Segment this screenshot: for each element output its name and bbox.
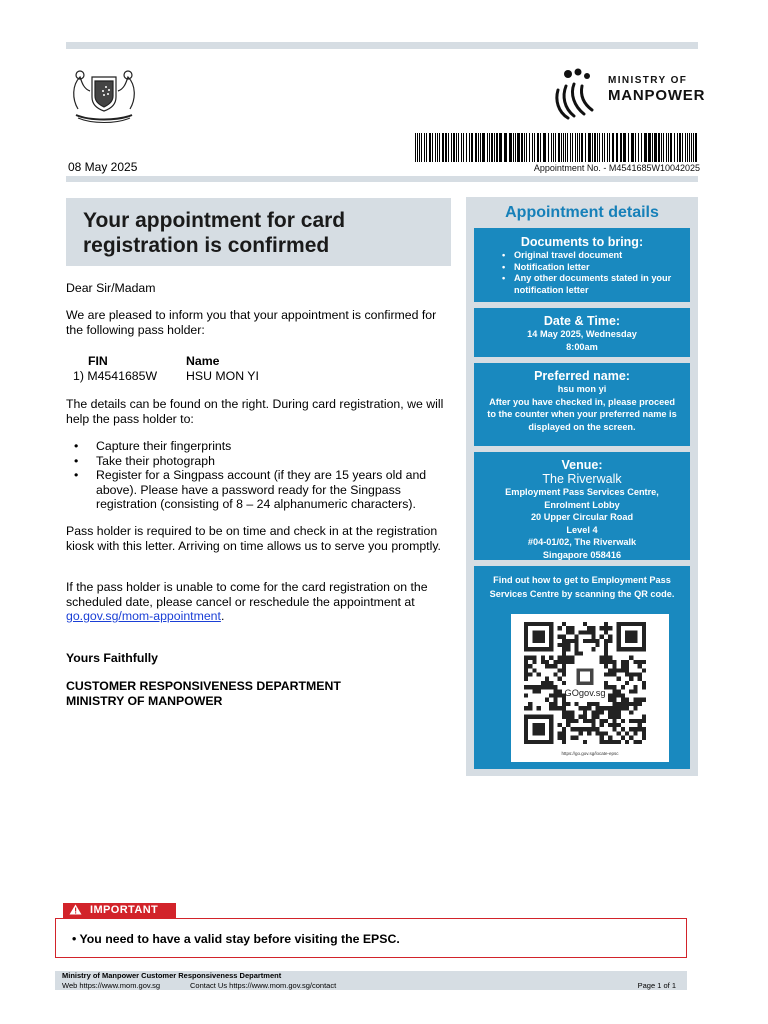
name-header: Name [186, 354, 220, 368]
reschedule-end: . [220, 609, 225, 623]
footer-contact-link[interactable]: Contact Us https://www.mom.gov.sg/contact [190, 981, 337, 990]
footer-org: Ministry of Manpower Customer Responsiveness Department [62, 971, 282, 980]
preferred-name-note: After you have checked in, please proceed to the counter when your preferred name is displayed on the screen. [487, 396, 677, 432]
pass-holder-table [73, 354, 373, 383]
list-item: • Register for a Singpass account (if they are 15 years old and above). Please have a password ready for the Singpass registration (consisting of 8 – 24 alphanumeric characters). [74, 468, 454, 512]
important-tab [63, 903, 176, 918]
fin-header: FIN [88, 354, 108, 368]
venue-box [474, 452, 690, 560]
preferred-name-heading: Preferred name: [534, 369, 630, 383]
preferred-name-box [474, 363, 690, 446]
important-notice: • You need to have a valid stay before visiting the EPSC. [55, 918, 687, 958]
list-item: • Any other documents stated in your notification letter [502, 273, 690, 296]
ministry-line1: MINISTRY OF [608, 75, 688, 86]
appointment-details-panel [466, 197, 698, 776]
qr-logo-text: GOgov.sg [564, 688, 606, 699]
reschedule-paragraph [66, 580, 451, 624]
registration-steps-list [74, 439, 454, 512]
on-time-paragraph: Pass holder is required to be on time and check in at the registration kiosk with this letter. Arriving on time allows us to serve you promptly. [66, 524, 441, 553]
mom-logo [552, 64, 706, 124]
headline-box [66, 198, 451, 266]
venue-line: 20 Upper Circular Road [530, 512, 634, 522]
mom-logo-mark-icon [552, 64, 602, 122]
top-divider [66, 42, 698, 49]
venue-line: #04-01/02, The Riverwalk [527, 537, 637, 547]
list-item: • Notification letter [502, 262, 690, 274]
datetime-heading: Date & Time: [543, 314, 621, 328]
list-item: • Original travel document [502, 250, 690, 262]
preferred-name-value: hsu mon yi [557, 384, 607, 394]
dept-line2: MINISTRY OF MANPOWER [66, 693, 223, 708]
panel-title: Appointment details [505, 204, 659, 221]
venue-line: Level 4 [566, 524, 598, 535]
documents-list [474, 250, 690, 296]
greeting: Dear Sir/Madam [66, 281, 156, 295]
venue-line: Enrolment Lobby [544, 499, 620, 510]
documents-box [474, 228, 690, 302]
warning-icon [69, 904, 82, 915]
signature-department [66, 679, 341, 708]
list-item: • Capture their fingerprints [74, 439, 454, 454]
datetime-box [474, 308, 690, 357]
qr-url: https://go.gov.sg/locate-epsc [561, 751, 619, 756]
reschedule-text: If the pass holder is unable to come for the card registration on the scheduled date, please cancel or reschedule the appointment at [66, 580, 428, 609]
venue-heading: Venue: [561, 458, 603, 472]
qr-box [474, 566, 690, 769]
documents-heading: Documents to bring: [520, 235, 644, 249]
page-number: Page 1 of 1 [637, 981, 676, 990]
qr-code-icon[interactable] [524, 622, 646, 744]
letter-date: 08 May 2025 [68, 160, 138, 174]
table-header-row [73, 354, 373, 369]
ministry-line2: MANPOWER [608, 87, 706, 104]
details-paragraph: The details can be found on the right. During card registration, we will help the pass holder to: [66, 397, 444, 426]
dept-line1: CUSTOMER RESPONSIVENESS DEPARTMENT [66, 679, 341, 693]
appointment-number: Appointment No. - M4541685W10042025 [533, 163, 700, 173]
table-row [73, 369, 373, 384]
singapore-crest-icon [66, 63, 142, 127]
name-value: HSU MON YI [186, 368, 259, 383]
datetime-line1: 14 May 2025, Wednesday [527, 329, 637, 339]
list-item: • Take their photograph [74, 454, 454, 469]
important-label: IMPORTANT [90, 904, 159, 916]
page-title: Your appointment for card registration is confirmed [83, 209, 346, 257]
barcode-icon [414, 133, 699, 162]
qr-card[interactable] [511, 614, 669, 762]
venue-name: The Riverwalk [542, 472, 622, 486]
footer-web-link[interactable]: Web https://www.mom.gov.sg [62, 981, 161, 990]
intro-paragraph: We are pleased to inform you that your appointment is confirmed for the following pass holder: [66, 308, 437, 337]
header-divider [66, 176, 698, 182]
appointment-link[interactable]: go.gov.sg/mom-appointment [66, 609, 221, 623]
datetime-line2: 8:00am [566, 341, 598, 352]
fin-value: 1) M4541685W [73, 368, 158, 383]
qr-instructions: Find out how to get to Employment Pass Services Centre by scanning the QR code. [489, 575, 675, 599]
closing: Yours Faithfully [66, 651, 159, 665]
venue-line: Employment Pass Services Centre, [505, 487, 659, 497]
venue-line: Singapore 058416 [542, 549, 622, 560]
